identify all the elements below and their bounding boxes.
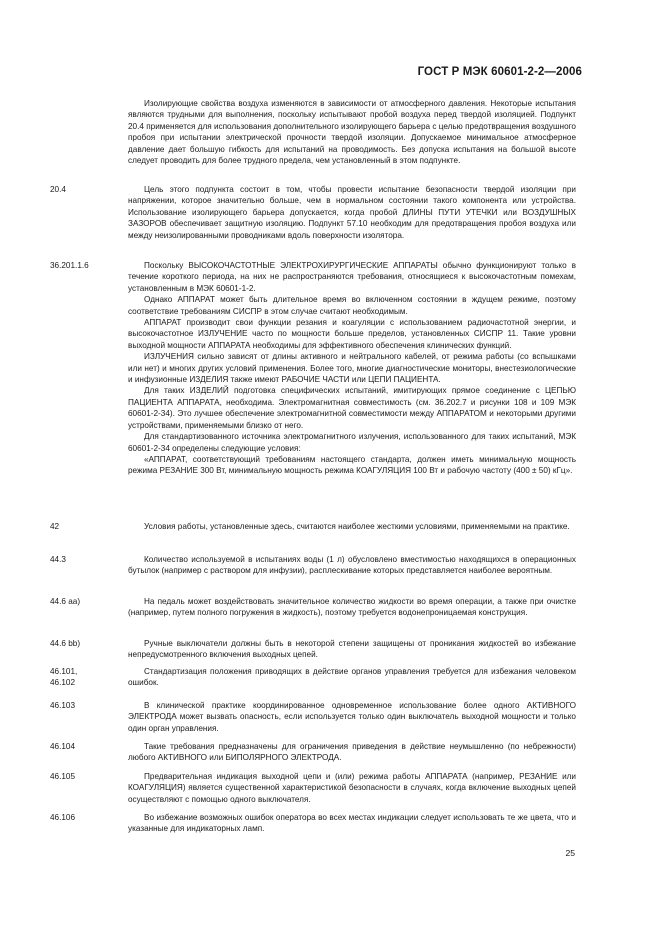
paragraph: Условия работы, установленные здесь, считаются наиболее жесткими условиями, применяемыми на практике. bbox=[144, 522, 570, 531]
paragraph: Такие требования предназначены для ограничения приведения в действие неумышленно (по небрежности) любого АКТИВНОГО или БИПОЛЯРНОГО ЭЛЕКТРОДА. bbox=[128, 742, 576, 763]
paragraph: Для стандартизованного источника электромагнитного излучения, использованного для таких испытаний, МЭК 60601-2-34 определены следующие условия: bbox=[128, 432, 576, 453]
section-number: 44.6 аа) bbox=[50, 597, 81, 606]
section-number: 20.4 bbox=[50, 185, 66, 194]
paragraph: Количество используемой в испытаниях воды (1 л) обусловлено вместимостью находящихся в операционных бутылок (например с раствором для инфузии), расплескивание которых представляется наиболее вероятным. bbox=[128, 555, 576, 576]
section-text bbox=[128, 666, 576, 689]
paragraph: В клинической практике координированное одновременное использование более одного АКТИВНОГО ЭЛЕКТРОДА может вызвать опасность, если используется только один выключатель выходной мощности и только один орган управления. bbox=[128, 701, 576, 733]
section-text bbox=[128, 700, 576, 734]
section-number: 46.101, 46.102 bbox=[50, 667, 78, 688]
paragraph: Стандартизация положения приводящих в действие органов управления требуется для избежания человеком ошибок. bbox=[128, 667, 576, 688]
paragraph: Изолирующие свойства воздуха изменяются в зависимости от атмосферного давления. Некоторые испытания являются трудными для выполнения, поскольку испытывают пробой воздуха перед твердой изоляцией. Подпункт 20.4 применяется для использования дополнительного изолирующего барьера с целью предотвращения воздушного пробоя при испытании электрической прочности твердой изоляции. Допускаемое минимальное атмосферное давление дает большую гибкость для испытаний на проводимость. Без допуска испытания на большой высоте следует проводить для более трудного предела, чем установленный в этом подпункте. bbox=[128, 99, 576, 166]
section-number: 44.3 bbox=[50, 555, 66, 564]
section-number: 46.105 bbox=[50, 772, 76, 781]
section-text bbox=[128, 771, 576, 805]
section-number: 42 bbox=[50, 522, 60, 531]
section-number: 46.104 bbox=[50, 742, 76, 751]
section-text bbox=[128, 596, 576, 619]
section-number: 36.201.1.6 bbox=[50, 261, 89, 270]
section-number: 46.103 bbox=[50, 701, 76, 710]
paragraph: Предварительная индикация выходной цепи и (или) режима работы АППАРАТА (например, РЕЗАНИЕ или КОАГУЛЯЦИЯ) является существенной характеристикой безопасности в случаях, когда включение выходных цепей осуществляют с помощью одного выключателя. bbox=[128, 772, 576, 804]
section-text bbox=[128, 812, 576, 835]
section-number: 44.6 bb) bbox=[50, 639, 81, 648]
section-text bbox=[128, 521, 576, 532]
section-text bbox=[128, 98, 576, 166]
section-text bbox=[128, 184, 576, 241]
section-text bbox=[128, 260, 576, 477]
paragraph: АППАРАТ производит свои функции резания и коагуляции с использованием радиочастотной энергии, и высокочастотное ИЗЛУЧЕНИЕ часто по мощности больше пределов, установленных СИСПР 11. Такие уровни выходной мощности АППАРАТА необходимы для эффективного обеспечения клинических функций. bbox=[128, 318, 576, 350]
section-number: 46.106 bbox=[50, 813, 76, 822]
paragraph: На педаль может воздействовать значительное количество жидкости во время операции, а также при очистке (например, путем полного погружения в жидкость), поэтому требуется водонепроницаемая конструкция. bbox=[128, 597, 576, 618]
paragraph: Поскольку ВЫСОКОЧАСТОТНЫЕ ЭЛЕКТРОХИРУРГИЧЕСКИЕ АППАРАТЫ обычно функционируют только в течение короткого периода, на них не распространяются требования, относящиеся к высокочастотным помехам, установленным в МЭК 60601-1-2. bbox=[128, 261, 576, 293]
paragraph: Для таких ИЗДЕЛИЙ подготовка специфических испытаний, имитирующих прямое соединение с ЦЕПЬЮ ПАЦИЕНТА АППАРАТА, необходима. Электромагнитная совместимость (см. 36.202.7 и рисунки 108 и 109 МЭК 60601-2-34). Это лучшее обеспечение электромагнитной совместимости между АППАРАТОМ и некоторыми другими устройствами, применяемыми близко от него. bbox=[128, 386, 576, 430]
paragraph: «АППАРАТ, соответствующий требованиям настоящего стандарта, должен иметь минимальную мощность режима РЕЗАНИЕ 300 Вт, минимальную мощность режима КОАГУЛЯЦИЯ 100 Вт и рабочую частоту (400 ± 50) кГц». bbox=[128, 454, 576, 476]
paragraph: Цель этого подпункта состоит в том, чтобы провести испытание безопасности твердой изоляции при напряжении, которое значительно больше, чем в нормальном состоянии такого компонента или устройства. Использование изолирующего барьера допускается, когда пробой ДЛИНЫ ПУТИ УТЕЧКИ или ВОЗДУШНЫХ ЗАЗОРОВ обеспечивает защитную изоляцию. Подпункт 57.10 необходим для предотвращения пробоя воздуха или между неизолированными проводниками вдоль поверхности изолятора. bbox=[128, 185, 576, 240]
page-number: 25 bbox=[565, 848, 575, 858]
paragraph: Однако АППАРАТ может быть длительное время во включенном состоянии в ждущем режиме, поэтому соответствие требованиям СИСПР в этом случае считают необходимым. bbox=[128, 295, 576, 316]
section-text bbox=[128, 554, 576, 577]
paragraph: ИЗЛУЧЕНИЯ сильно зависят от длины активного и нейтрального кабелей, от режима работы (со вспышками или нет) и многих других условий применения. Более того, многие диагностические мониторы, внестезиологические и инфузионные ИЗДЕЛИЯ также имеют РАБОЧИЕ ЧАСТИ или ЦЕПИ ПАЦИЕНТА. bbox=[128, 352, 576, 385]
section-text bbox=[128, 741, 576, 764]
standard-header: ГОСТ Р МЭК 60601-2-2—2006 bbox=[417, 66, 582, 78]
section-text bbox=[128, 638, 576, 661]
paragraph: Ручные выключатели должны быть в некоторой степени защищены от проникания жидкостей во избежание непредусмотренного включения выходных цепей. bbox=[128, 639, 576, 660]
paragraph: Во избежание возможных ошибок оператора во всех местах индикации следует использовать те же цвета, что и указанные для индикаторных ламп. bbox=[128, 813, 576, 834]
